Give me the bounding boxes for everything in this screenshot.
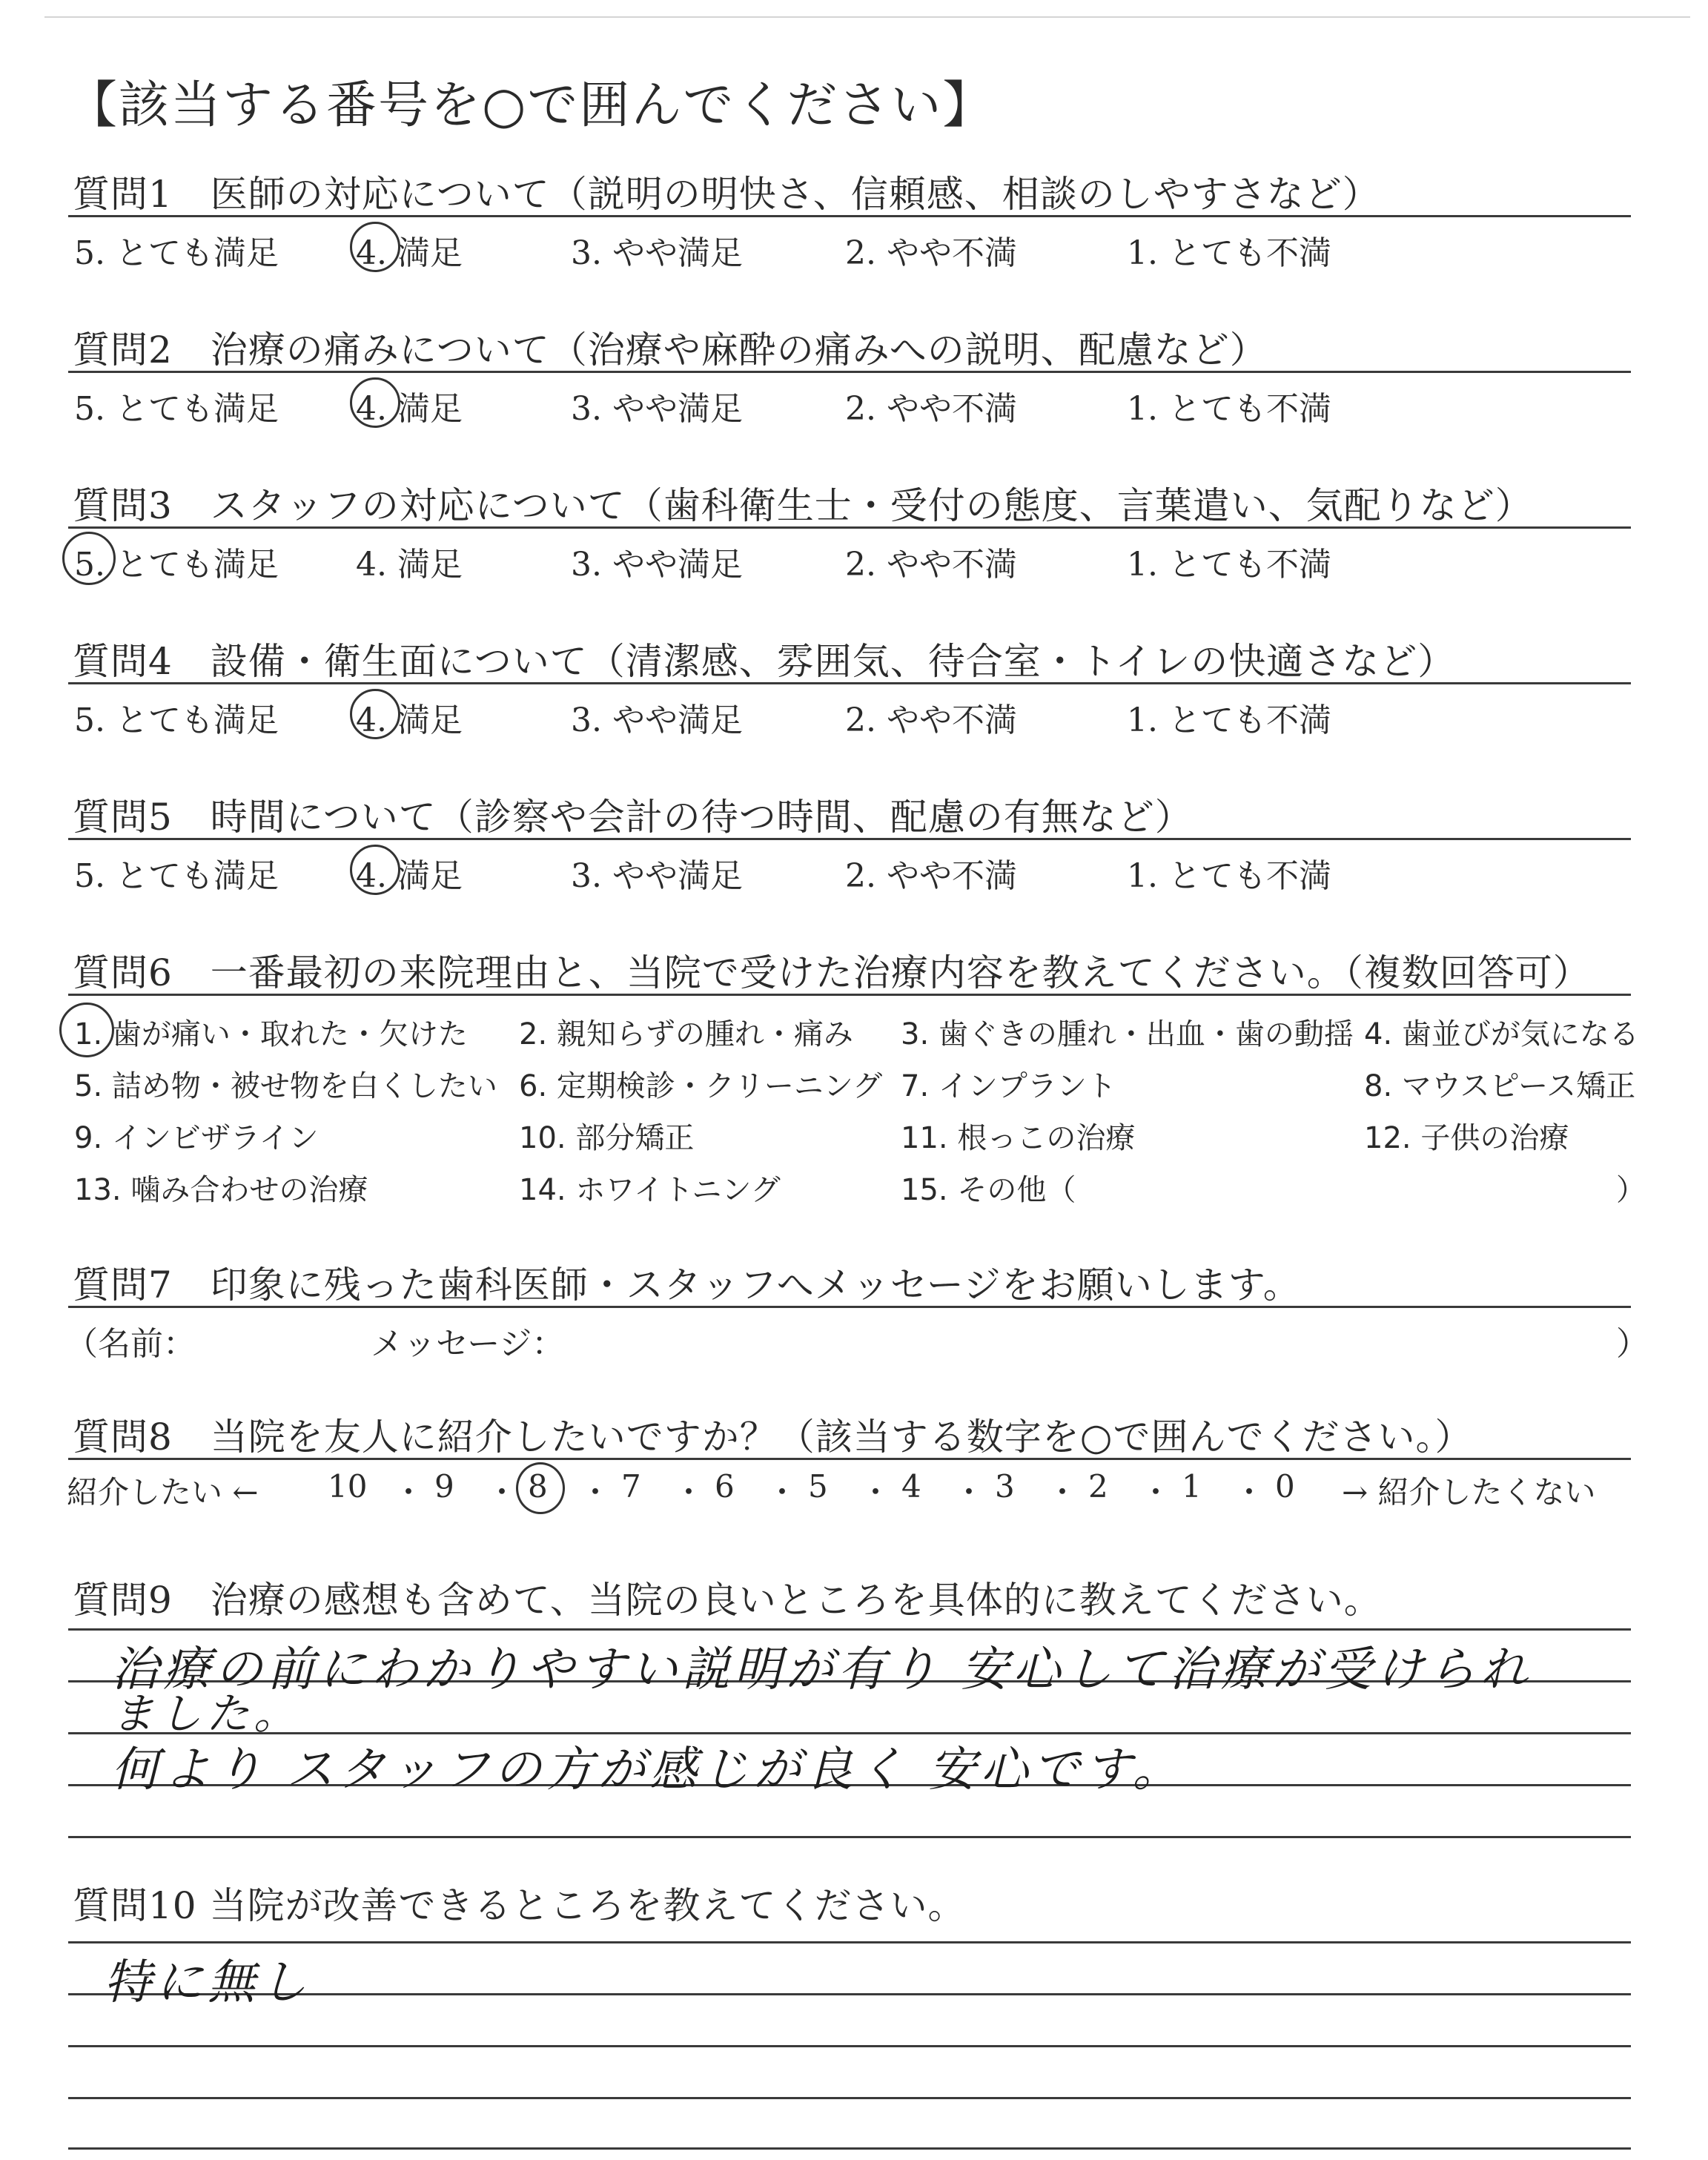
q3-selection-circle — [62, 532, 116, 585]
question-7-title: 質問7 印象に残った歯科医師・スタッフへメッセージをお願いします。 — [73, 1264, 1301, 1307]
q8-score-4[interactable]: 4 — [901, 1468, 921, 1505]
q4-opt-5[interactable]: 5. とても満足 — [74, 701, 279, 739]
q8-dot: ・ — [1140, 1474, 1172, 1510]
question-2-options — [74, 382, 1409, 426]
question-5-options — [74, 849, 1409, 894]
q4-opt-1[interactable]: 1. とても不満 — [1127, 701, 1331, 739]
question-8-title: 質問8 当院を友人に紹介したいですか？（該当する数字を○で囲んでください。） — [73, 1416, 1473, 1459]
q1-opt-3[interactable]: 3. やや満足 — [571, 234, 743, 272]
question-10-title: 質問10 当院が改善できるところを教えてください。 — [73, 1884, 966, 1927]
q8-dot: ・ — [1234, 1474, 1265, 1510]
q2-opt-3[interactable]: 3. やや満足 — [571, 390, 743, 428]
q8-dot: ・ — [580, 1474, 612, 1510]
q9-answer-line-2[interactable]: ました。 — [111, 1688, 302, 1739]
q8-score-2[interactable]: 2 — [1088, 1468, 1108, 1505]
q6-opt-2[interactable]: 2. 親知らずの腫れ・痛み — [519, 1017, 853, 1051]
q8-dot: ・ — [953, 1474, 985, 1510]
q2-opt-4[interactable]: 4. 満足 — [356, 390, 463, 428]
q8-dot: ・ — [486, 1474, 518, 1510]
question-1-rule — [68, 215, 1631, 217]
q3-opt-3[interactable]: 3. やや満足 — [571, 546, 743, 584]
q8-score-7[interactable]: 7 — [621, 1468, 641, 1505]
form-header: 【該当する番号を○で囲んでください】 — [67, 76, 995, 135]
q5-opt-1[interactable]: 1. とても不満 — [1127, 857, 1331, 895]
q2-opt-2[interactable]: 2. やや不満 — [845, 390, 1017, 428]
q10-line-4 — [68, 2097, 1631, 2099]
q3-opt-5[interactable]: 5. とても満足 — [74, 546, 279, 584]
question-9-title: 質問9 治療の感想も含めて、当院の良いところを具体的に教えてください。 — [73, 1579, 1382, 1622]
q10-answer-line-1[interactable]: 特に無し — [104, 1955, 311, 2010]
q8-score-9[interactable]: 9 — [434, 1468, 454, 1505]
q6-opt-1[interactable]: 1. 歯が痛い・取れた・欠けた — [74, 1017, 468, 1051]
question-2-rule — [68, 371, 1631, 373]
q1-opt-1[interactable]: 1. とても不満 — [1127, 234, 1331, 272]
q8-dot: ・ — [860, 1474, 892, 1510]
question-7-rule — [68, 1306, 1631, 1308]
q4-opt-3[interactable]: 3. やや満足 — [571, 701, 743, 739]
q6-opt-8[interactable]: 8. マウスピース矯正 — [1364, 1069, 1636, 1103]
q10-line-5 — [68, 2147, 1631, 2150]
question-4-rule — [68, 682, 1631, 684]
q7-message-label: メッセージ： — [371, 1325, 565, 1363]
q2-opt-1[interactable]: 1. とても不満 — [1127, 390, 1331, 428]
q8-score-5[interactable]: 5 — [808, 1468, 828, 1505]
q8-dot: ・ — [393, 1474, 425, 1510]
q6-opt-3[interactable]: 3. 歯ぐきの腫れ・出血・歯の動揺 — [901, 1017, 1354, 1051]
q8-score-10[interactable]: 10 — [328, 1468, 368, 1505]
q8-dot: ・ — [767, 1474, 798, 1510]
q8-left-label: 紹介したい ← — [67, 1474, 259, 1510]
q7-name-label: （名前： — [65, 1325, 196, 1363]
q5-opt-5[interactable]: 5. とても満足 — [74, 857, 279, 895]
q1-opt-4[interactable]: 4. 満足 — [356, 234, 463, 272]
question-8-rule — [68, 1458, 1631, 1460]
q8-right-label: → 紹介したくない — [1342, 1474, 1596, 1510]
q2-opt-5[interactable]: 5. とても満足 — [74, 390, 279, 428]
q3-opt-1[interactable]: 1. とても不満 — [1127, 546, 1331, 584]
question-1-options — [74, 226, 1409, 271]
q8-selection-circle — [516, 1462, 565, 1514]
q6-opt-5[interactable]: 5. 詰め物・被せ物を白くしたい — [74, 1069, 497, 1103]
q4-opt-4[interactable]: 4. 満足 — [356, 701, 463, 739]
question-4-title: 質問4 設備・衛生面について（清潔感、雰囲気、待合室・トイレの快適さなど） — [73, 640, 1456, 683]
question-5-title: 質問5 時間について（診察や会計の待つ時間、配慮の有無など） — [73, 796, 1193, 839]
q8-dot: ・ — [1047, 1474, 1079, 1510]
q5-opt-2[interactable]: 2. やや不満 — [845, 857, 1017, 895]
question-3-title: 質問3 スタッフの対応について（歯科衛生士・受付の態度、言葉遣い、気配りなど） — [73, 484, 1533, 527]
q9-answer-line-1[interactable]: 治療の前にわかりやすい説明が有り 安心して治療が受けられ — [111, 1642, 1532, 1697]
question-4-options — [74, 693, 1409, 738]
q6-opt-13[interactable]: 13. 噛み合わせの治療 — [74, 1173, 368, 1207]
question-5-rule — [68, 838, 1631, 840]
q7-close-paren: ） — [1616, 1325, 1649, 1363]
q9-answer-line-3[interactable]: 何より スタッフの方が感じが良く 安心です。 — [111, 1743, 1185, 1797]
q6-opt-10[interactable]: 10. 部分矯正 — [519, 1121, 695, 1155]
q10-line-1 — [68, 1941, 1631, 1943]
q10-line-3 — [68, 2045, 1631, 2047]
q6-opt-14[interactable]: 14. ホワイトニング — [519, 1173, 781, 1207]
question-3-options — [74, 538, 1409, 582]
q3-opt-4[interactable]: 4. 満足 — [356, 546, 463, 584]
q2-selection-circle — [350, 377, 400, 428]
q6-selection-circle — [59, 1003, 114, 1057]
q5-selection-circle — [350, 845, 400, 895]
q9-line-5 — [68, 1836, 1631, 1838]
q4-opt-2[interactable]: 2. やや不満 — [845, 701, 1017, 739]
q6-opt-4[interactable]: 4. 歯並びが気になる — [1364, 1017, 1639, 1051]
q6-opt-9[interactable]: 9. インビザライン — [74, 1121, 319, 1155]
question-6-rule — [68, 994, 1631, 996]
q6-opt-12[interactable]: 12. 子供の治療 — [1364, 1121, 1569, 1155]
question-1-title: 質問1 医師の対応について（説明の明快さ、信頼感、相談のしやすさなど） — [73, 173, 1380, 216]
q8-score-0[interactable]: 0 — [1275, 1468, 1295, 1505]
scan-edge — [44, 16, 1690, 18]
q6-opt-11[interactable]: 11. 根っこの治療 — [901, 1121, 1136, 1155]
q6-opt-7[interactable]: 7. インプラント — [901, 1069, 1116, 1103]
q1-opt-5[interactable]: 5. とても満足 — [74, 234, 279, 272]
q8-score-6[interactable]: 6 — [715, 1468, 735, 1505]
q1-opt-2[interactable]: 2. やや不満 — [845, 234, 1017, 272]
q8-score-3[interactable]: 3 — [995, 1468, 1015, 1505]
question-2-title: 質問2 治療の痛みについて（治療や麻酔の痛みへの説明、配慮など） — [73, 328, 1268, 371]
q8-dot: ・ — [673, 1474, 705, 1510]
q5-opt-3[interactable]: 3. やや満足 — [571, 857, 743, 895]
q9-line-1 — [68, 1628, 1631, 1631]
q6-other-close-paren: ） — [1616, 1173, 1646, 1207]
q4-selection-circle — [350, 689, 400, 739]
q8-scale — [67, 1468, 1638, 1513]
question-3-rule — [68, 526, 1631, 529]
q3-opt-2[interactable]: 2. やや不満 — [845, 546, 1017, 584]
q6-opt-6[interactable]: 6. 定期検診・クリーニング — [519, 1069, 883, 1103]
q8-score-1[interactable]: 1 — [1182, 1468, 1202, 1505]
q5-opt-4[interactable]: 4. 満足 — [356, 857, 463, 895]
question-6-title: 質問6 一番最初の来院理由と、当院で受けた治療内容を教えてください。（複数回答可） — [73, 951, 1591, 994]
q8-score-8[interactable]: 8 — [528, 1468, 548, 1505]
q6-opt-15[interactable]: 15. その他（ — [901, 1173, 1076, 1207]
q1-selection-circle — [350, 222, 400, 272]
